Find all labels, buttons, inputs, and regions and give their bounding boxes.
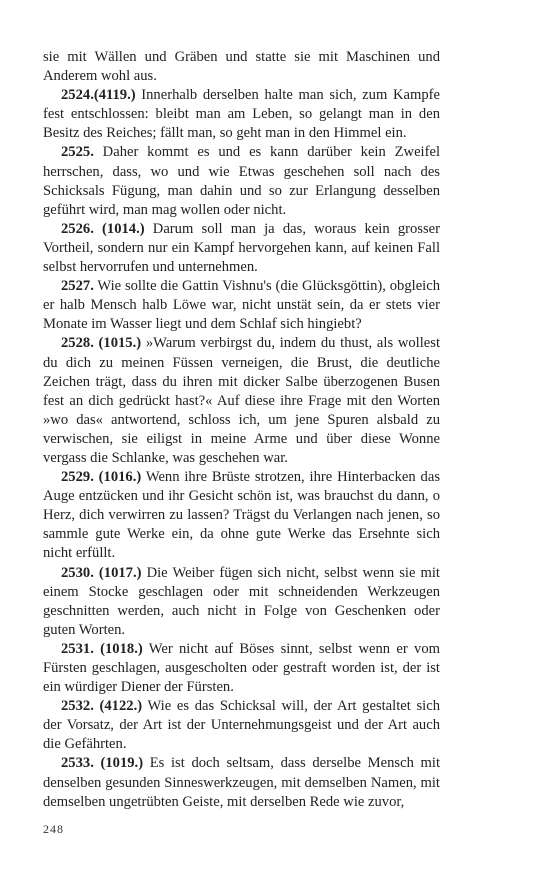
entry-2525 bbox=[43, 143, 440, 219]
entry-text: Darum soll man ja das, woraus kein grosser Vortheil, sondern nur ein Kampf hervorgehen kann, auf keinen Fall selbst hervorrufen und unternehmen. bbox=[43, 220, 440, 276]
entry-2528 bbox=[43, 334, 440, 468]
entry-number: 2529. (1016.) bbox=[61, 469, 142, 486]
entry-text: »Warum verbirgst du, indem du thust, als wollest du dich zu meinen Füssen verneigen, die Brust, die deutliche Zeichen trägt, dass du ihren mit dicker Salbe überzogenen Busen fest an dich gedrückt hast?« Auf diese ihre Frage mit den Worten »wo das« antwortend, schloss ich, um jene Spuren alsbald zu verwischen, sie eiligst in meine Arme und über diese Wonne vergass die Schlanke, was geschehen war. bbox=[43, 335, 440, 466]
entry-text: Wie sollte die Gattin Vishnu's (die Glücksgöttin), obgleich er halb Mensch halb Löwe war, nicht unstät sein, da er stets vier Monate im Wasser liegt und dem Schlaf sich hingiebt? bbox=[43, 278, 440, 333]
page-body bbox=[43, 48, 440, 812]
entry-2529 bbox=[43, 468, 440, 563]
entry-number: 2524.(4119.) bbox=[61, 87, 136, 104]
entry-text: Daher kommt es und es kann darüber kein Zweifel herrschen, dass, wo und wie Etwas geschehen soll nach des Schicksals Fügung, man dahin und so zur Erlangung desselben geführt wird, man mag wollen oder nicht. bbox=[43, 144, 440, 218]
entry-2527 bbox=[43, 277, 440, 334]
entry-2531 bbox=[43, 640, 440, 697]
entry-number: 2532. (4122.) bbox=[61, 698, 143, 715]
entry-text: Wenn ihre Brüste strotzen, ihre Hinterbacken das Auge entzücken und ihr Gesicht schön ist, was brauchst du dann, o Herz, dich verwirren zu lassen? Trägst du Verlangen nach jenen, so sammle gute Werke ein, da ohne gute Werke das Ersehnte sich nicht erfüllt. bbox=[43, 469, 440, 562]
entry-2533 bbox=[43, 754, 440, 811]
entry-2524 bbox=[43, 86, 440, 143]
entry-text: Wie es das Schicksal will, der Art gestaltet sich der Vorsatz, der Art ist der Unternehmungsgeist und der Art auch die Gefährten. bbox=[43, 698, 440, 753]
entry-text: Wer nicht auf Böses sinnt, selbst wenn er vom Fürsten geschlagen, ausgescholten oder gestraft worden ist, der ist ein würdiger Diener der Fürsten. bbox=[43, 640, 440, 696]
entry-number: 2533. (1019.) bbox=[61, 755, 144, 772]
entry-number: 2531. (1018.) bbox=[61, 640, 143, 657]
entry-text: Innerhalb derselben halte man sich, zum Kampfe fest entschlossen: bleibt man am Leben, so gelangt man in den Besitz des Reiches; fällt man, so geht man in den Himmel ein. bbox=[43, 87, 440, 142]
entry-text: Es ist doch seltsam, dass derselbe Mensch mit denselben gesunden Sinneswerkzeugen, mit demselben Namen, mit demselben ungetrübten Geiste, mit derselben Rede wie zuvor, bbox=[43, 755, 440, 810]
continuation-paragraph: sie mit Wällen und Gräben und statte sie mit Maschinen und Anderem wohl aus. bbox=[43, 49, 440, 85]
page-number: 248 bbox=[43, 822, 64, 836]
entry-number: 2526. (1014.) bbox=[61, 220, 145, 237]
entry-number: 2527. bbox=[61, 278, 94, 295]
entry-number: 2525. bbox=[61, 144, 94, 161]
entry-number: 2530. (1017.) bbox=[61, 564, 142, 581]
entry-2526 bbox=[43, 220, 440, 277]
entry-2532 bbox=[43, 697, 440, 754]
entry-text: Die Weiber fügen sich nicht, selbst wenn sie mit einem Stocke geschlagen oder mit schneidenden Werkzeugen geschnitten werden, auch nicht in Folge von Geschenken oder guten Worten. bbox=[43, 564, 440, 638]
entry-2530 bbox=[43, 564, 440, 640]
entry-number: 2528. (1015.) bbox=[61, 335, 142, 352]
